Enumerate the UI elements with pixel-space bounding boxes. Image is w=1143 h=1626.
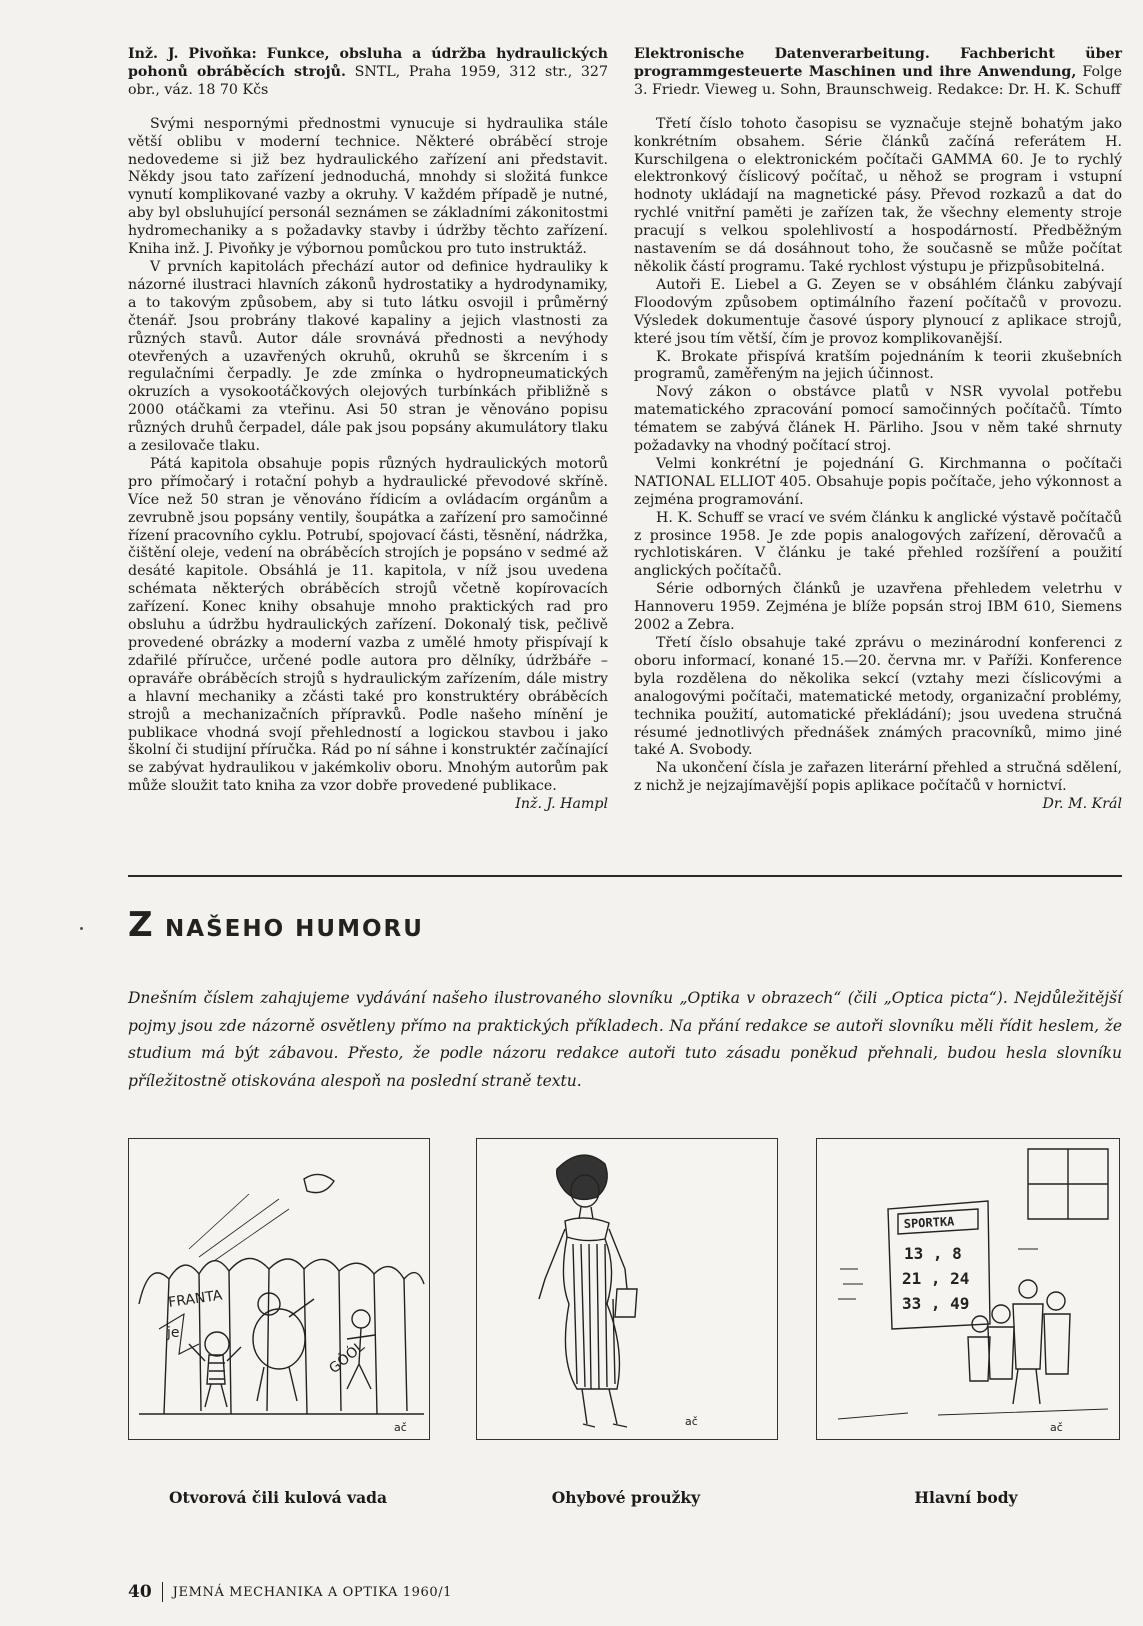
review-paragraph: Na ukončení čísla je zařazen literární přehled a stručná sdělení, z nichž je nejzajímavější popis aplikace počítačů v hornictví. [634, 760, 1122, 795]
heading-initial: Z [128, 905, 155, 945]
review-paragraph: H. K. Schuff se vrací ve svém článku k anglické výstavě počítačů z prosince 1958. Je zde popis analogových zařízení, děrovačů a rychlotiskáren. V článku je také přehled rozšíření a použití anglických počítačů. [634, 509, 1122, 580]
footer-separator [162, 1582, 163, 1602]
cartoon-fence-illustration [129, 1139, 429, 1439]
cartoon-panel-woman [476, 1138, 778, 1440]
review-right-column [634, 46, 1122, 814]
cartoon-caption: Otvorová čili kulová vada [168, 1488, 388, 1507]
journal-title: Elektronische Datenverarbeitung. Fachbericht über programmgesteuerte Maschinen und ihre Anwendung, [634, 46, 1122, 80]
humor-intro: Dnešním číslem zahajujeme vydávání našeho ilustrovaného slovníku „Optika v obrazech“ (čili „Optica picta“). Nejdůležitější pojmy jsou zde názorně osvětleny přímo na praktických příkladech. Na přání redakce se autoři slovníku měli řídit heslem, že studium má být zábavou. Přesto, že podle názoru redakce autoři tuto zásadu poněkud přehnali, budou hesla slovníku příležitostně otiskována alespoň na poslední straně textu. [128, 989, 1122, 1090]
sign-line: 21 , 24 [902, 1269, 970, 1288]
review-paragraph: Třetí číslo tohoto časopisu se vyznačuje stejně bohatým jako konkrétním obsahem. Série článků začíná referátem H. Kurschilgena o elektronickém počítači GAMMA 60. Je to rychlý elektronkový číslicový počítač, u něhož se program i vstupní hodnoty ukládají na magnetické pásy. Převod rozkazů a dat do rychlé vnitřní paměti je zařízen tak, že všechny elementy stroje pracují s velkou spolehlivostí a hospodárností. Předběžným nastavením se dá dosáhnout toho, že současně se může počítat několik částí programu. Také rychlost výstupu je přizpůsobitelná. [634, 115, 1122, 275]
review-paragraph: Svými nespornými přednostmi vynucuje si hydraulika stále větší oblibu v moderní technice. Některé obráběcí stroje nedovedeme si již bez hydraulického zařízení ani představit. Někdy jsou tato zařízení jednoduchá, mnohdy si složitá funkce vynutí komplikované vazby a okruhy. V každém případě je nutné, aby byl obsluhující personál seznámen se základními zákonitostmi hydromechaniky a s požadavky stavby i údržby těchto zařízení. Kniha inž. J. Pivoňky je výbornou pomůckou pro tuto instruktáž. [128, 115, 608, 258]
artist-signature: ač [1050, 1421, 1063, 1434]
book-title: Inž. J. Pivoňka: Funkce, obsluha a údržba hydraulických pohonů obráběcích strojů. [128, 46, 608, 80]
artist-signature: ač [394, 1421, 407, 1434]
review-paragraph: Nový zákon o obstávce platů v NSR vyvolal potřebu matematického zpracování pomocí samočinných počítačů. Tímto tématem se zabývá článek H. Pärliho. Jsou v něm také shrnuty požadavky na vhodný počítací stroj. [634, 384, 1122, 455]
cartoon-sportka-illustration [817, 1139, 1119, 1439]
graffiti-text: FRANTA [167, 1287, 224, 1311]
journal-details: Folge 3. Friedr. Vieweg u. Sohn, Braunschweig. Redakce: Dr. H. K. Schuff [634, 63, 1122, 98]
review-paragraph: V prvních kapitolách přechází autor od definice hydrauliky k názorné ilustraci hlavních zákonů hydrostatiky a hydrodynamiky, a to takovým způsobem, aby si tuto látku osvojil i průměrný čtenář. Jsou probrány tlakové kapaliny a jejich vlastnosti za různých stavů. Autor dále srovnává přednosti a nevýhody otevřených a uzavřených okruhů, okruhů se škrcením i s regulačními čerpadly. Je zde zmínka o hydropneumatických okruzích a vysokootáčkových olejových turbínkách přibližně s 2000 otáčkami za vteřinu. Asi 50 stran je věnováno popisu různých druhů čerpadel, dále pak jsou popsány akumulátory tlaku a zesilovače tlaku. [128, 258, 608, 455]
section-divider [128, 875, 1122, 877]
bibliographic-heading [634, 46, 1122, 100]
review-paragraph [128, 455, 608, 813]
review-paragraph: K. Brokate přispívá kratším pojednáním k teorii zkušebních programů, zaměřeným na jejich účinnost. [634, 348, 1122, 383]
sign-title: SPORTKA [903, 1214, 955, 1231]
print-speck [80, 927, 83, 930]
review-paragraph: Série odborných článků je uzavřena přehledem veletrhu v Hannoveru 1959. Zejména je blíže popsán stroj IBM 610, Siemens 2002 a Zebra. [634, 581, 1122, 634]
heading-rest: NAŠEHO HUMORU [165, 916, 424, 942]
reviewer-signature: Dr. M. Král [1042, 796, 1122, 813]
cartoon-caption: Hlavní body [914, 1488, 1018, 1507]
cartoon-panel-sportka [816, 1138, 1120, 1440]
cartoon-caption: Ohybové proužky [551, 1488, 701, 1507]
sign-line: 13 , 8 [904, 1244, 962, 1263]
review-paragraph: Třetí číslo obsahuje také zprávu o mezinárodní konferenci z oboru informací, konané 15.—20. června mr. v Paříži. Konference byla rozdělena do několika sekcí (vztahy mezi číslicovými a analogovými počítači, matematické metody, organizační problémy, technika použití, automatické překládání); jsou uvedena stručná résumé jednotlivých přednášek známých pracovníků, mimo jiné také A. Svobody. [634, 635, 1122, 759]
review-paragraph: Velmi konkrétní je pojednání G. Kirchmanna o počítači NATIONAL ELLIOT 405. Obsahuje popis počítače, jeho výkonnost a zejména programování. [634, 455, 1122, 508]
page-footer [128, 1582, 452, 1602]
page-number: 40 [128, 1582, 152, 1602]
cartoon-woman-illustration [477, 1139, 777, 1439]
section-heading [128, 905, 424, 945]
cartoon-panel-fence [128, 1138, 430, 1440]
review-left-column [128, 46, 608, 814]
sign-line: 33 , 49 [902, 1294, 970, 1313]
graffiti-text: GÓÓL [326, 1338, 368, 1378]
book-details: SNTL, Praha 1959, 312 str., 327 obr., váz. 18 70 Kčs [128, 63, 608, 98]
ball-shape [304, 1174, 334, 1192]
journal-name: JEMNÁ MECHANIKA A OPTIKA 1960/1 [172, 1584, 453, 1600]
review-paragraph: Autoři E. Liebel a G. Zeyen se v obsáhlém článku zabývají Floodovým způsobem optimálního řazení počítačů v provozu. Výsledek dokumentuje časové úspory plynoucí z aplikace strojů, které jsou tím větší, čím je provoz komplikovanější. [634, 276, 1122, 347]
review-paragraph-text: Pátá kapitola obsahuje popis různých hydraulických motorů pro přímočarý i rotační pohyb a hydraulické převodové skříně. Více než 50 stran je věnováno řídicím a ovládacím orgánům a zevrubně jsou popsány ventily, šoupátka a zařízení pro samočinné řízení pracovního cyklu. Potrubí, spojovací části, těsnění, nádržka, čištění oleje, vedení na obráběcích strojích je popsáno v sedmé až desáté kapitole. Obsáhlá je 11. kapitola, v níž jsou uvedena schémata některých obráběcích strojů včetně kopírovacích zařízení. Konec knihy obsahuje mnoho praktických rad pro obsluhu a údržbu hydraulických zařízení. Dokonalý tisk, pečlivě provedené obrázky a moderní vazba z umělé hmoty přispívají k zdařilé příručce, určené podle autora pro dělníky, údržbáře – opraváře obráběcích strojů s hydraulickým zařízením, dále mistry a hlavní mechaniky a zčásti také pro konstruktéry obráběcích strojů a mechanizačních přípravků. Podle našeho mínění je publikace vhodná svojí přehledností a logickou stavbou i jako školní či studijní příručka. Rád po ní sáhne i konstruktér začínající se zabývat hydraulikou v jakémkoliv oboru. Mnohým autorům pak může sloužit tato kniha za vzor dobře provedené publikace. [128, 455, 608, 795]
bibliographic-heading [128, 46, 608, 100]
graffiti-text: je [167, 1325, 180, 1341]
artist-signature: ač [685, 1415, 698, 1428]
reviewer-signature: Inž. J. Hampl [515, 796, 608, 813]
